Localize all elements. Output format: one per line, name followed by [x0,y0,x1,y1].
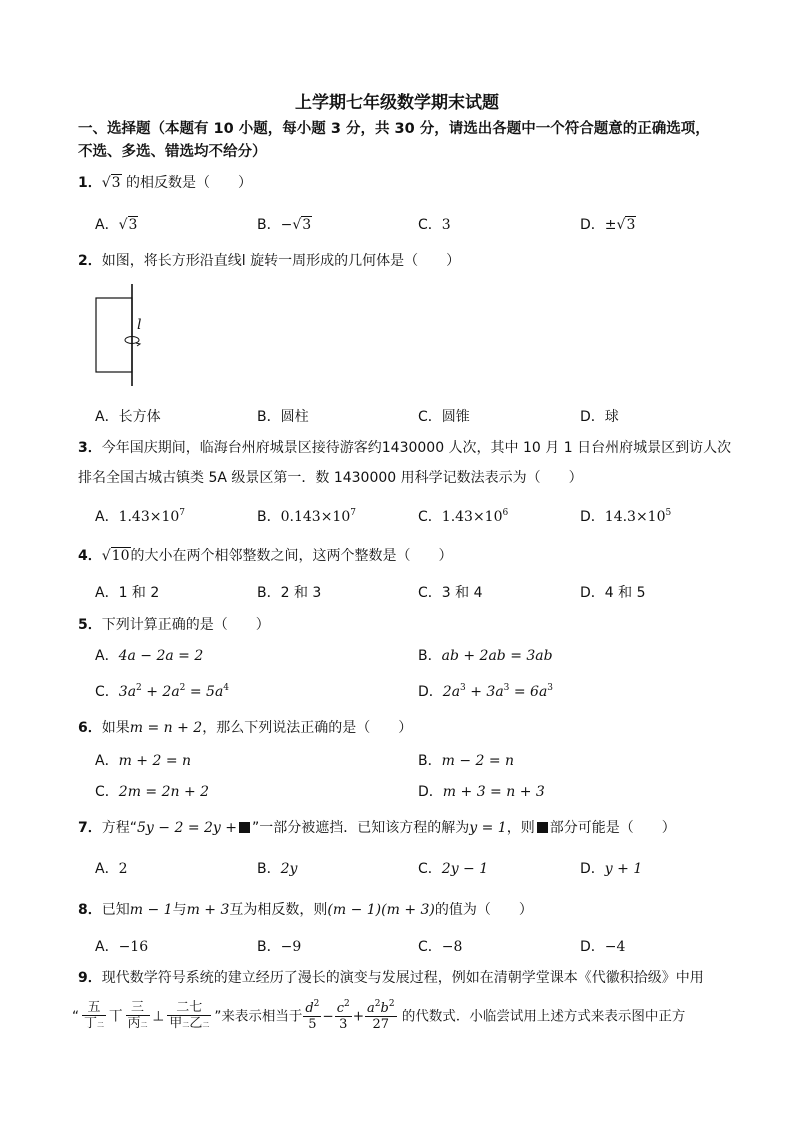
q5-option-a: A．4a − 2a = 2 [95,648,204,664]
question-text: 如图，将长方形沿直线l 旋转一周形成的几何体是（ ） [101,253,461,269]
q6-option-d: D．m + 3 = n + 3 [418,784,545,800]
sqrt-expression: √10 [101,548,130,564]
section-heading-line2: 不选、多选、错选均不给分） [78,144,267,160]
question-2-stem [78,250,460,270]
rectangle-rotation-figure [92,282,152,390]
question-9-line1: 9．现代数学符号系统的建立经历了漫长的演变与发展过程，例如在清朝学堂课本《代徽积拾级》中用 [78,970,704,986]
question-number: 2． [78,253,102,269]
q1-option-b: B．−√3 [257,217,312,233]
question-1-stem [78,172,252,192]
sqrt-expression: √3 [101,175,121,191]
question-text: 的大小在两个相邻整数之间，这两个整数是（ ） [130,548,453,564]
q7-option-b: B．2y [257,861,298,877]
q4-option-c: C．3 和 4 [418,585,483,601]
q4-option-a: A．1 和 2 [95,585,160,601]
q2-option-d: D．球 [580,409,619,425]
q6-option-c: C．2m = 2n + 2 [95,784,210,800]
question-3-line1: 3．今年国庆期间，临海台州府城景区接待游客约1430000 人次，其中 10 月 1 日台州府城景区到访人次 [78,440,732,456]
q8-option-c: C．−8 [418,939,463,955]
q5-option-b: B．ab + 2ab = 3ab [418,648,553,664]
chinese-fraction: 三 丙二 [127,1000,148,1031]
question-number: 1． [78,175,102,191]
q8-option-a: A．−16 [95,939,149,955]
q8-option-b: B．−9 [257,939,302,955]
question-6-stem: 6．如果m = n + 2，那么下列说法正确的是（ ） [78,720,413,736]
chinese-fraction: 二七 甲二乙二 [169,1000,210,1031]
question-9-line2: “ 五 丁二 丅 三 丙二 ⊥ 二七 甲二乙二 ”来表示相当于 $\frac{d^2}{5}$ − $\frac{c^2}{3}$ + $\frac{a^2b^2}{27}$ 的代数式．小临尝试用上述方式来表示图中正方 [72,999,686,1032]
q3-option-a: A．$1.43\times 10^7$ [95,508,186,525]
q6-option-a: A．m + 2 = n [95,753,192,769]
math-fraction: $\frac{a^2b^2}{27}$ [367,999,395,1032]
question-number: 9． [78,970,102,986]
q1-option-a: A．√3 [95,217,138,233]
q3-option-c: C．$1.43\times 10^6$ [418,508,509,525]
q1-option-d: D．±√3 [580,217,636,233]
q7-option-c: C．2y − 1 [418,861,489,877]
q8-option-d: D．−4 [580,939,626,955]
question-7-stem: 7．方程“5y − 2 = 2y + ”一部分被遮挡．已知该方程的解为y = 1，则 部分可能是（ ） [78,820,676,836]
q7-option-d: D．y + 1 [580,861,643,877]
q2-option-a: A．长方体 [95,409,161,425]
covered-block-icon [537,822,548,833]
page-title: 上学期七年级数学期末试题 [295,93,499,113]
chinese-fraction: 五 丁二 [84,1000,105,1031]
math-fraction: $\frac{d^2}{5}$ [305,999,320,1032]
math-fraction: $\frac{c^2}{3}$ [336,999,350,1032]
q2-option-b: B．圆柱 [257,409,309,425]
question-number: 7． [78,820,102,836]
question-number: 5． [78,617,102,633]
axis-label-l: l [137,317,142,333]
question-3-line2: 排名全国古城古镇类 5A 级景区第一．数 1430000 用科学记数法表示为（ ） [78,470,583,486]
question-number: 8． [78,902,102,918]
question-8-stem: 8．已知m − 1与m + 3互为相反数，则(m − 1)(m + 3)的值为（ ） [78,902,533,918]
question-number: 4． [78,548,102,564]
q1-option-c: C．3 [418,217,451,233]
question-4-stem [78,545,453,565]
q3-option-b: B．$0.143\times 10^7$ [257,508,356,525]
q7-option-a: A．2 [95,861,128,877]
question-number: 6． [78,720,102,736]
q2-option-c: C．圆锥 [418,409,470,425]
question-5-stem: 5．下列计算正确的是（ ） [78,617,270,633]
q3-option-d: D．$14.3\times 10^5$ [580,508,672,525]
question-text: 的相反数是（ ） [121,175,253,191]
q6-option-b: B．m − 2 = n [418,753,515,769]
section-heading-line1: 一、选择题（本题有 10 小题，每小题 3 分，共 30 分，请选出各题中一个符合题意的正确选项， [78,121,710,137]
q4-option-d: D．4 和 5 [580,585,646,601]
q5-option-c: C．$3a^2 + 2a^2 = 5a^4$ [95,683,230,700]
q5-option-d: D．$2a^3 + 3a^3 = 6a^3$ [418,683,554,700]
q4-option-b: B．2 和 3 [257,585,322,601]
question-number: 3． [78,440,102,456]
covered-block-icon [239,822,250,833]
